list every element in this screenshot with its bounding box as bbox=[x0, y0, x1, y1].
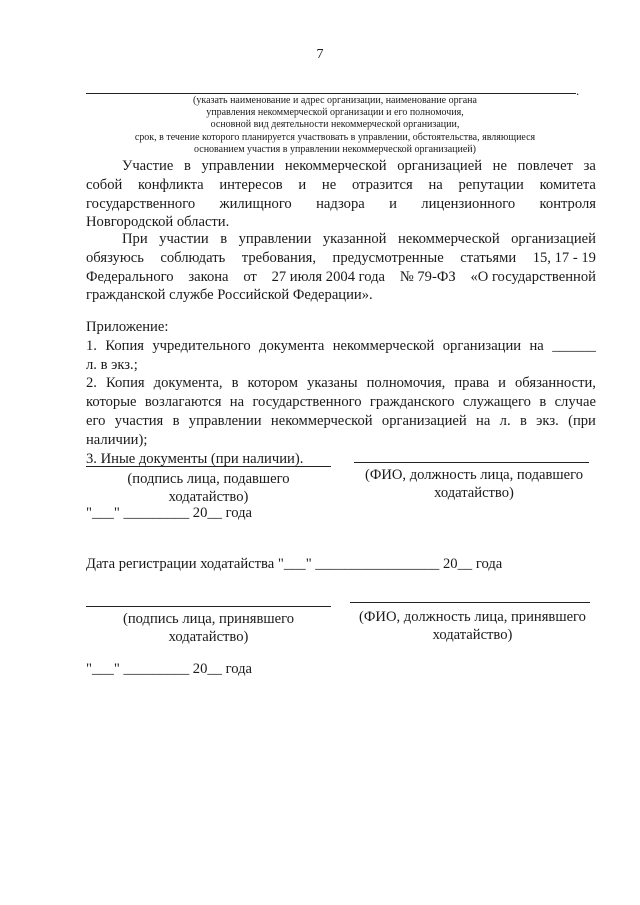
paragraph-line: гражданской службе Российской Федерации». bbox=[86, 287, 373, 304]
paragraph-line: Федерального закона от 27 июля 2004 года № 79-ФЗ «О государственной bbox=[86, 268, 596, 285]
paragraph-line: собой конфликта интересов и не отразится на репутации комитета bbox=[86, 176, 596, 193]
organization-blank-line bbox=[86, 93, 576, 94]
paragraph-line: обязуюсь соблюдать требования, предусмотренные статьями 15, 17 - 19 bbox=[86, 249, 596, 266]
applicant-signature-line bbox=[86, 466, 331, 467]
attachments-section bbox=[86, 318, 596, 468]
paragraph-line: государственного жилищного надзора и лицензионного контроля bbox=[86, 195, 596, 212]
hint-line: срок, в течение которого планируется участвовать в управлении, обстоятельства, являющиеся bbox=[134, 131, 536, 143]
attachment-item-2: 2. Копия документа, в котором указаны полномочия, права и обязанности, bbox=[86, 375, 596, 392]
conflict-of-interest-paragraph bbox=[86, 157, 596, 232]
receiver-name-caption: (ФИО, должность лица, принявшего ходатайство) bbox=[359, 609, 586, 643]
attachment-item-2-cont: его участия в управлении некоммерческой организацией на л. в экз. (при bbox=[86, 412, 596, 429]
receiver-signature-caption: (подпись лица, принявшего ходатайство) bbox=[122, 611, 294, 645]
attachments-heading: Приложение: bbox=[86, 319, 169, 335]
paragraph-line: Новгородской области. bbox=[86, 214, 230, 231]
attachment-item-1-cont: л. в экз.; bbox=[86, 356, 138, 373]
receiver-date-line: "___" _________ 20__ года bbox=[86, 661, 253, 677]
registration-date: Дата регистрации ходатайства "___" _________________ 20__ года bbox=[86, 556, 503, 572]
applicant-signature-caption: (подпись лица, подавшего ходатайство) bbox=[127, 471, 290, 505]
paragraph-line: Участие в управлении некоммерческой организацией не повлечет за bbox=[122, 158, 596, 174]
applicant-name-line bbox=[354, 462, 589, 463]
applicant-date-line: "___" _________ 20__ года bbox=[86, 505, 253, 521]
hint-line: основной вид деятельности некоммерческой организации, bbox=[210, 119, 460, 131]
obligation-paragraph bbox=[86, 230, 596, 305]
attachment-item-2-cont: наличии); bbox=[86, 431, 148, 448]
attachment-item-3: 3. Иные документы (при наличии). bbox=[86, 450, 304, 467]
organization-hint bbox=[100, 95, 570, 156]
page-number: 7 bbox=[316, 47, 324, 62]
hint-line: управления некоммерческой организации и его полномочия, bbox=[206, 107, 464, 119]
receiver-name-line bbox=[350, 602, 590, 603]
attachment-item-2-cont: которые возлагаются на государственного гражданского служащего в случае bbox=[86, 394, 596, 411]
applicant-name-caption: (ФИО, должность лица, подавшего ходатайство) bbox=[364, 467, 584, 501]
hint-line: (указать наименование и адрес организации, наименование органа bbox=[193, 95, 477, 106]
header-period: . bbox=[576, 83, 580, 98]
hint-line: основанием участия в управлении некоммерческой организацией) bbox=[194, 143, 476, 155]
paragraph-line: При участии в управлении указанной некоммерческой организацией bbox=[122, 231, 596, 247]
attachment-item-1: 1. Копия учредительного документа некоммерческой организации на ______ bbox=[86, 337, 596, 354]
receiver-signature-line bbox=[86, 606, 331, 607]
